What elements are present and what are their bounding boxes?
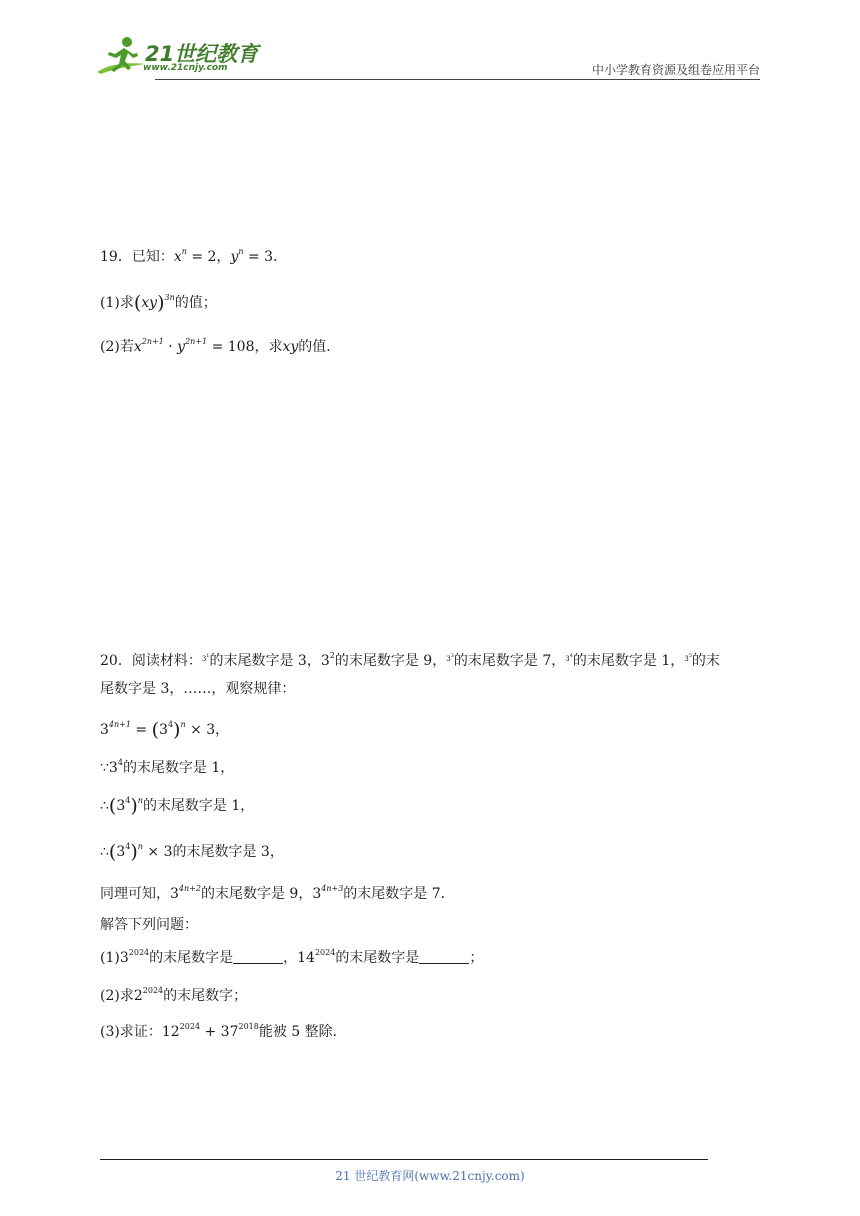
footer-link[interactable]: 21 世纪教育网(www.21cnjy.com) xyxy=(335,1169,525,1183)
logo-text: 21世纪教育 xyxy=(145,42,259,66)
q20-instructions: 解答下列问题： xyxy=(100,917,198,933)
q20-pattern-formula: $3^{4n+1} = (3^4)^n \times 3$， xyxy=(100,719,230,741)
q19-part1: (1)求(xy)$^{3n}$的值； xyxy=(100,292,217,314)
q20-part1: $(1)3^{2024}$的末尾数字是 ，$14^{2024}$的末尾数字是 ； xyxy=(100,948,484,966)
q20-therefore-line1: $\therefore(3^4)^n$的末尾数字是 1， xyxy=(100,795,255,817)
q20-material-line1: 20．阅读材料：$^{31}$的末尾数字是 3，$3^2$的末尾数字是 9，$^{33}$的末尾数字是 7，$^{34}$的末尾数字是 1，$^{35}$的末 xyxy=(100,651,720,669)
header-tagline: 中小学教育资源及组卷应用平台 xyxy=(591,63,760,77)
site-logo xyxy=(95,34,265,78)
logo-url: www.21cnjy.com xyxy=(143,63,228,73)
q19-given: 19．已知：$x^n = 2$，$y^n = 3$． xyxy=(100,247,288,265)
q20-because-line: $\because 3^4$的末尾数字是 1， xyxy=(100,758,235,776)
q20-part3: (3)求证：$12^{2024} + 37^{2018}$能被 5 整除． xyxy=(100,1022,347,1040)
page-header xyxy=(95,34,760,80)
header-divider xyxy=(155,79,760,80)
runner-logo-icon xyxy=(95,34,147,76)
footer-divider xyxy=(100,1159,708,1160)
q20-similarly-line: 同理可知，$3^{4n+2}$的末尾数字是 9，$3^{4n+3}$的末尾数字是 7． xyxy=(100,884,455,902)
q20-therefore-line2: $\therefore(3^4)^n \times 3$的末尾数字是 3， xyxy=(100,841,284,863)
answer-blank-1[interactable] xyxy=(233,950,283,964)
q20-material-line2: 尾数字是 3，……，观察规律： xyxy=(100,681,296,697)
q20-part2: (2)求$2^{2024}$的末尾数字； xyxy=(100,986,248,1004)
q19-part2: (2)若$x^{2n+1} \cdot y^{2n+1} = 108$，求xy的值． xyxy=(100,337,341,355)
answer-blank-2[interactable] xyxy=(419,950,469,964)
